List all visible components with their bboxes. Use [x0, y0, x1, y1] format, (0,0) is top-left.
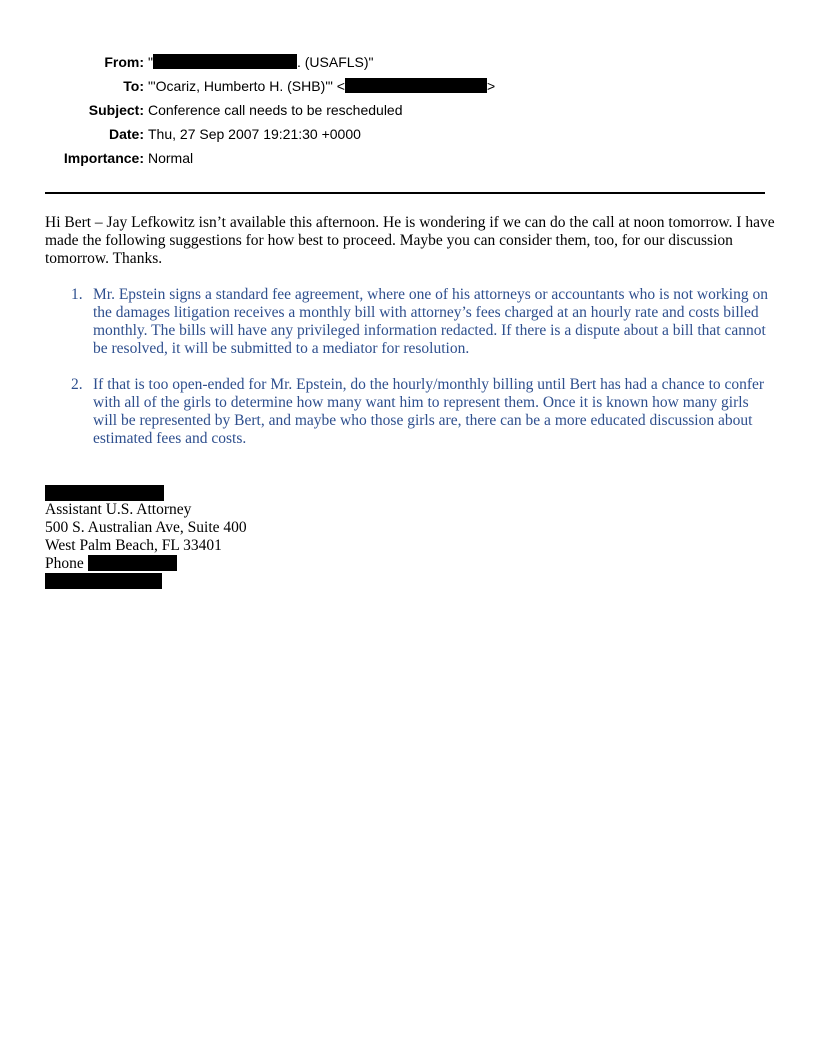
signature-phone-line	[45, 555, 247, 573]
intro-paragraph: Hi Bert – Jay Lefkowitz isn’t available this afternoon. He is wondering if we can do the call at noon tomorrow. I have made the following suggestions for how best to proceed. Maybe you can consider them, too, for our discussion tomorrow. Thanks.	[45, 214, 775, 267]
email-body	[45, 214, 775, 448]
from-redaction	[153, 54, 297, 69]
subject-row	[0, 100, 816, 124]
from-value	[148, 52, 374, 72]
importance-label: Importance:	[63, 150, 144, 166]
signature-title: Assistant U.S. Attorney	[45, 501, 192, 518]
phone-label: Phone	[45, 555, 84, 572]
importance-value: Normal	[148, 150, 194, 166]
to-row	[0, 76, 816, 100]
signature-address-line1: 500 S. Australian Ave, Suite 400	[45, 519, 247, 536]
list-item-text: Mr. Epstein signs a standard fee agreement, where one of his attorneys or accountants who is not working on the damages litigation receives a monthly bill with attorney’s fees charged at an hourly rate and costs billed monthly. The bills will have any privileged information redacted. If there is a dispute about a bill that cannot be resolved, it will be submitted to a mediator for resolution.	[93, 286, 768, 357]
to-value	[148, 76, 495, 96]
from-row	[0, 52, 816, 76]
date-label: Date:	[108, 126, 144, 142]
signature-email-redaction	[45, 573, 162, 589]
to-label: To:	[123, 78, 144, 94]
to-prefix: "'Ocariz, Humberto H. (SHB)'" <	[148, 78, 345, 94]
signature-block	[45, 485, 247, 589]
list-item-number: 1.	[71, 286, 83, 303]
to-suffix: >	[486, 78, 496, 94]
phone-redaction	[88, 555, 177, 571]
list-item	[45, 376, 775, 448]
from-label: From:	[104, 54, 144, 70]
subject-value: Conference call needs to be rescheduled	[148, 102, 403, 118]
from-suffix: . (USAFLS)"	[296, 54, 374, 70]
from-prefix: "	[148, 54, 153, 70]
date-value: Thu, 27 Sep 2007 19:21:30 +0000	[148, 126, 361, 142]
signature-address-line2: West Palm Beach, FL 33401	[45, 537, 222, 554]
signature-name-redaction	[45, 485, 164, 501]
suggestions-list-wrap	[45, 286, 775, 448]
importance-row	[0, 148, 816, 172]
list-item-text: If that is too open-ended for Mr. Epstein, do the hourly/monthly billing until Bert has had a chance to confer with all of the girls to determine how many want him to represent them. Once it is known how many girls will be represented by Bert, and maybe who those girls are, there can be a more educated discussion about estimated fees and costs.	[93, 376, 765, 447]
subject-label: Subject:	[88, 102, 144, 118]
email-header	[0, 52, 816, 172]
to-redaction	[345, 78, 487, 93]
date-row	[0, 124, 816, 148]
header-divider	[45, 192, 765, 194]
suggestions-list	[45, 286, 775, 448]
list-item	[45, 286, 775, 358]
list-item-number: 2.	[71, 376, 83, 393]
